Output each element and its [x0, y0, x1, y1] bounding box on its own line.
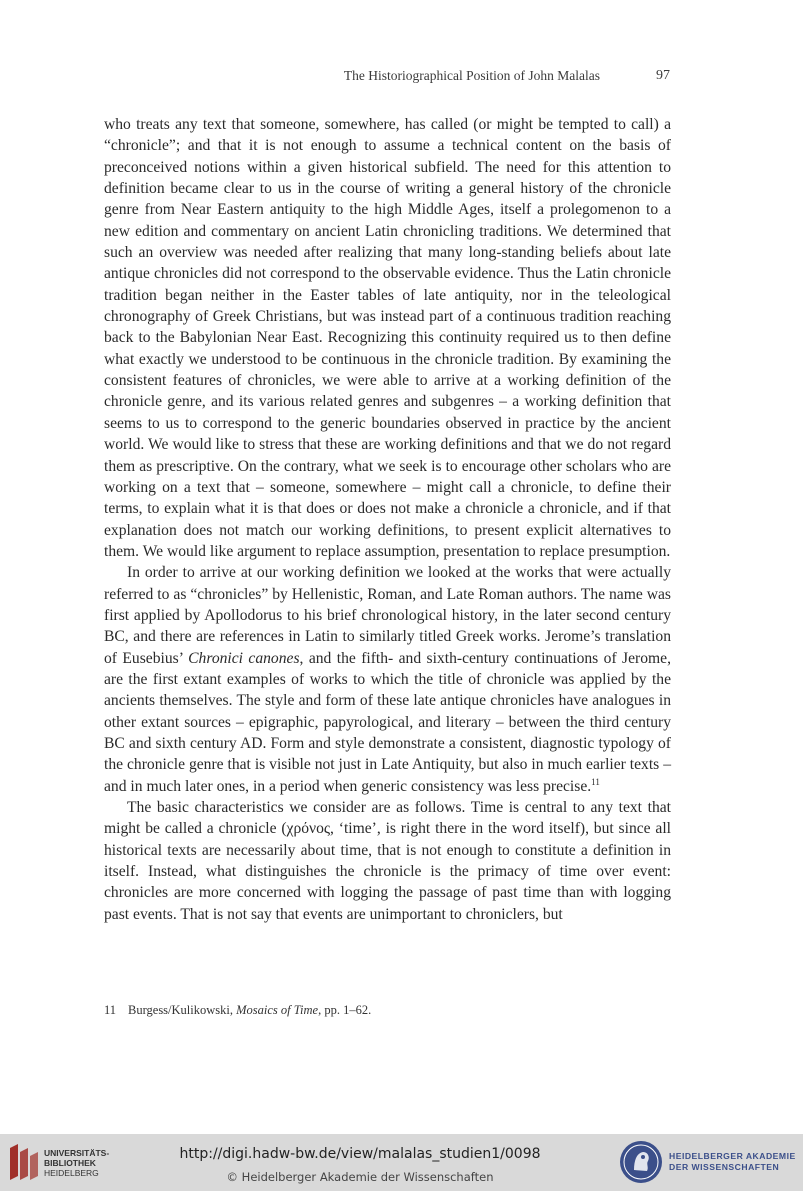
- footnote-pages: , pp. 1–62.: [318, 1003, 372, 1017]
- running-head: [104, 66, 672, 88]
- footer-bar: [0, 1134, 803, 1191]
- paragraph-1: who treats any text that someone, somewhere, has called (or might be tempted to call) a “chronicle”; and that it is not enough to assume a technical content on the basis of preconceived notions within a given historical subfield. The need for this attention to definition became clear to us in the course of writing a general history of the chronicle genre from Near Eastern antiquity to the high Middle Ages, itself a prolegomenon to a new edition and commentary on ancient Latin chronicling traditions. We determined that such an overview was needed after realizing that many long-standing beliefs about late antique chronicles did not correspond to the observable evidence. Thus the Latin chronicle tradition began neither in the Easter tables of late antiquity, nor in the teleological chronography of Greek Christians, but was instead part of a continuous tradition reaching back to the Babylonian Near East. Recognizing this continuity required us to then define what exactly we understood to be continuous in the chronicle tradition. By examining the consistent features of chronicles, we were able to arrive at a working definition of the chronicle genre, and its various related genres and subgenres – a working definition that seems to us to correspond to the generic boundaries observed in practice by the ancient world. We would like to stress that these are working definitions and that we do not regard them as prescriptive. On the contrary, what we seek is to encourage other scholars who are working on a text that – someone, somewhere – might call a chronicle, to define their terms, to explain what it is that does or does not make a chronicle a chronicle, and if that explanation does not match our working definitions, to present explicit alternatives to them. We would like argument to replace assumption, presentation to replace presumption.: [104, 116, 671, 560]
- library-line-3: HEIDELBERG: [44, 1168, 99, 1178]
- permalink-url[interactable]: http://digi.hadw-bw.de/view/malalas_studien1/0098: [179, 1146, 541, 1162]
- university-library-logo[interactable]: [8, 1142, 118, 1182]
- copyright-notice: © Heidelberger Akademie der Wissenschaften: [226, 1170, 494, 1184]
- running-title: The Historiographical Position of John Malalas: [343, 68, 600, 83]
- academy-seal-icon: [619, 1140, 663, 1184]
- academy-name: [669, 1151, 796, 1173]
- academy-line-1: HEIDELBERGER AKADEMIE: [669, 1151, 796, 1161]
- academy-logo[interactable]: [619, 1140, 799, 1186]
- academy-line-2: DER WISSENSCHAFTEN: [669, 1162, 780, 1172]
- page-number: 97: [656, 68, 670, 83]
- paragraph-2-text-a: In order to arrive at our working definition we looked at the works that were actually referred to as “chronicles” by Hellenistic, Roman, and Late Roman authors. The name was first applied by Apollodorus to his brief chronological history, in the later second century BC, and there are references in Latin to similarly titled Greek works. Jerome’s translation of Eusebius’: [104, 564, 671, 667]
- paragraph-2-text-b: , and the fifth- and sixth-century continuations of Jerome, are the first extant examples of works to which the title of chronicle was applied by the ancients themselves. The style and form of these late antique chronicles have analogues in other extant sources – epigraphic, papyrological, and literary – between the third century BC and sixth century AD. Form and style demonstrate a consistent, diagnostic typology of the chronicle genre that is visible not just in Late Antiquity, but also in much earlier texts – and in much later ones, in a period when generic consistency was less precise.: [104, 649, 671, 795]
- paragraph-3: The basic characteristics we consider are as follows. Time is central to any text that might be called a chronicle (χρόνος, ‘time’, is right there in the word itself), but since all historical texts are necessarily about time, that is not enough to constitute a definition in itself. Instead, what distinguishes the chronicle is the primacy of time over event: chronicles are more concerned with logging the passage of past time than with logging past events. That is not say that events are unimportant to chroniclers, but: [104, 799, 671, 923]
- library-line-2: BIBLIOTHEK: [44, 1158, 96, 1168]
- italic-title-chronici-canones: Chronici canones: [188, 649, 300, 667]
- university-library-name: [44, 1148, 109, 1178]
- footnote-title: Mosaics of Time: [236, 1003, 319, 1017]
- footnote-reference[interactable]: 11: [591, 776, 600, 787]
- paragraph-2: [104, 562, 671, 797]
- body-text: [104, 114, 671, 925]
- library-line-1: UNIVERSITÄTS-: [44, 1148, 110, 1158]
- footnote: [104, 1003, 671, 1018]
- footnote-number: 11: [104, 1003, 117, 1017]
- footnote-author: Burgess/Kulikowski,: [128, 1003, 237, 1017]
- university-library-mark-icon: [8, 1142, 40, 1182]
